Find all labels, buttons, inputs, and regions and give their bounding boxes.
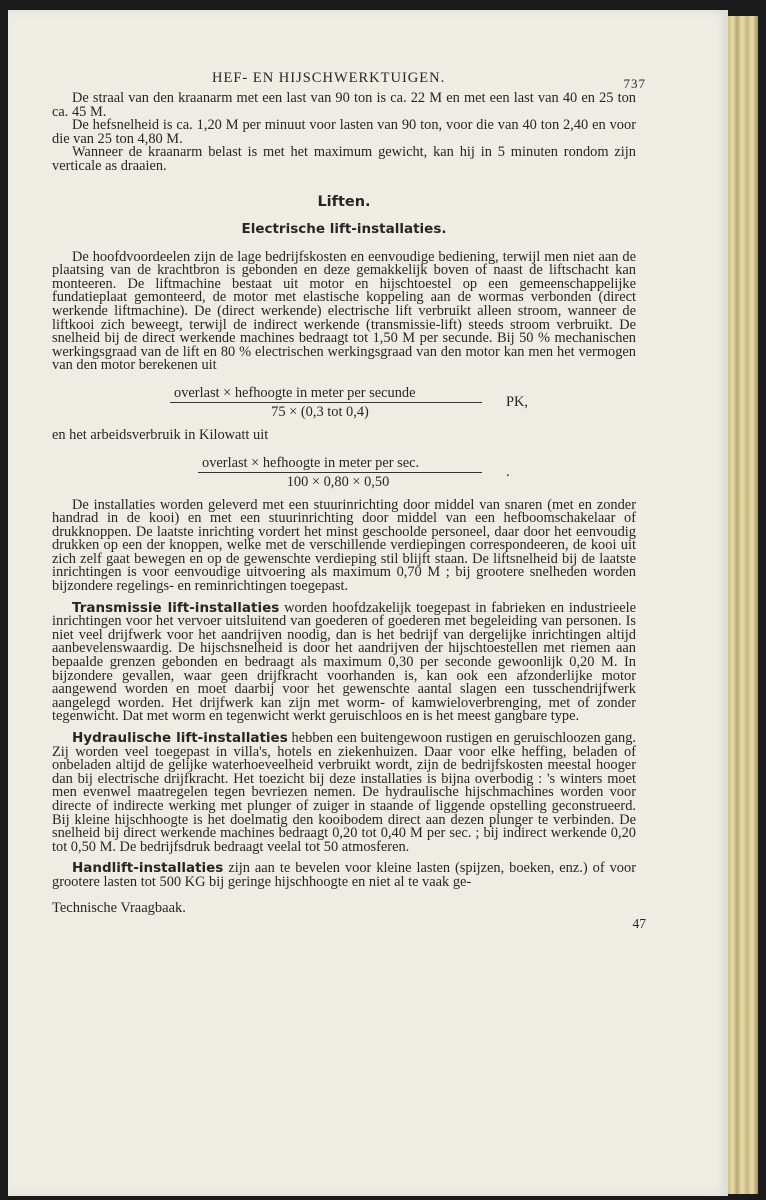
paragraph-hydraulisch — [52, 732, 636, 854]
formula-energy-numerator: overlast × hefhoogte in meter per sec. — [202, 454, 420, 471]
paragraph-main: De hoofdvoordeelen zijn de lage bedrijfskosten en eenvoudige bediening, terwijl men niet aan de plaatsing van de krachtbron is gebonden en deze gemakkelijk boven of naast de liftschacht kan monteeren. De liftmachine bestaat uit motor en hijschtoestel op een gemeenschappelijke fundatieplaat gemonteerd, de motor met elastische koppeling aan de wormas verbonden (direct werkende liftmachine). De (direct werkende) electrische lift verbruikt alleen stroom, wanneer de liftkooi zich beweegt, terwijl de indirect werkende (transmissie-lift) steeds stroom verbruikt. De snelheid bij de direct werkende machines bedraagt tot 1,50 M per secunde. Bij 50 % mechanischen werkingsgraad van de lift en 80 % electrischen werkingsgraad van den motor kan men het vermogen van den motor berekenen uit — [52, 248, 636, 374]
formula-energy — [52, 455, 636, 491]
section-heading: Liften. — [317, 193, 371, 210]
formula-power-fraction-bar — [170, 402, 482, 403]
formula-power-denominator: 75 × (0,3 tot 0,4) — [271, 403, 369, 420]
intro-paragraph-1: De straal van den kraanarm met een last van 90 ton is ca. 22 M en met een last van 40 en 25 ton ca. 45 M. — [52, 90, 636, 120]
paragraph-handlift — [52, 862, 636, 889]
intro-paragraph-3: Wanneer de kraanarm belast is met het maximum gewicht, kan hij in 5 minuten rondom zijn verticale as draaien. — [52, 144, 636, 174]
footer-signature-number: 47 — [632, 915, 646, 931]
formula-intro: en het arbeidsverbruik in Kilowatt uit — [52, 426, 269, 443]
intro-paragraph-2: De hefsnelheid is ca. 1,20 M per minuut voor lasten van 90 ton, voor die van 40 ton 2,40 en voor die van 25 ton 4,80 M. — [52, 117, 636, 147]
formula-power — [52, 385, 636, 421]
formula-energy-denominator: 100 × 0,80 × 0,50 — [286, 473, 390, 490]
running-head-title: HEF- EN HIJSCHWERKTUIGEN. — [212, 70, 446, 86]
section-subheading: Electrische lift-installaties. — [241, 220, 447, 237]
formula-energy-fraction-bar — [198, 472, 482, 473]
paragraph-transmissie — [52, 599, 637, 725]
page-number: 737 — [623, 76, 646, 91]
lead-transmissie: Transmissie lift-installaties — [72, 599, 280, 616]
running-head — [52, 66, 646, 92]
formula-power-unit: PK, — [506, 393, 528, 410]
page-content — [52, 66, 646, 931]
footer-book-title: Technische Vraagbaak. — [52, 899, 186, 916]
paragraph-installaties: De installaties worden geleverd met een stuurinrichting door middel van snaren (met en zonder handrad in de kooi) en met een stuurinrichting door middel van een hefboomschakelaar of drukknoppen. De laatste inrichting vordert het minst geschoolde personeel, daar door het eenvoudig drukken op een der knoppen, welke met de verschillende verdiepingen correspondeeren, de kooi uit zich zelf gaat bewegen en op de gewenschte verdieping stil blijft staan. De liftsnelheid bij de laatste inrichtingen is voor eenvoudige uitvoering als maximum 0,70 M ; bij grootere snelheden worden bijzondere regelings- en reminrichtingen toegepast. — [52, 496, 636, 595]
page-edge-stack — [728, 16, 758, 1194]
lead-hydraulisch: Hydraulische lift-installaties — [72, 730, 288, 746]
book-page — [8, 10, 728, 1196]
page-footer — [52, 899, 646, 931]
text-hydraulisch: hebben een buitengewoon rustigen en geruischloozen gang. Zij worden veel toegepast in villa's, hotels en ziekenhuizen. Daar voor elke heffing, beladen of onbeladen altijd de gelijke waterhoeveelheid verbruikt wordt, zijn de bedrijfskosten meestal hooger dan bij electrische drijfkracht. Het toezicht bij deze installaties is bijna overbodig : 's winters moet men evenwel maatregelen tegen bevriezen nemen. De hydraulische hijschmachines worden voor directe of indirecte werking met plunger of zuiger in staande of liggende opstelling geconstrueerd. Bij kleine hijschhoogte is het doelmatig den kooibodem direct aan dezen plunger te verbinden. De snelheid bij direct werkende machines bedraagt 0,20 tot 0,40 M per sec. ; bij indirect werkende 0,20 tot 0,50 M. De bedrijfsdruk bedraagt veelal tot 50 atmosferen. — [52, 730, 636, 855]
text-handlift: zijn aan te bevelen voor kleine lasten (spijzen, boeken, enz.) of voor grootere lasten tot 500 KG bij geringe hijschhoogte en niet al te vaak ge- — [52, 860, 636, 890]
formula-power-numerator: overlast × hefhoogte in meter per secunde — [174, 384, 416, 401]
lead-handlift: Handlift-installaties — [72, 860, 224, 877]
text-transmissie: worden hoofdzakelijk toegepast in fabrieken en industrieele inrichtingen voor het vervoer uitsluitend van goederen of goederen met begeleiding van personen. Is niet veel drijfwerk voor het aandrijven noodig, dan is het bedrijf van dergelijke inrichtingen altijd aanbevelenswaardig. De hijschsnelheid is door het aandrijven der hijschtoestellen met riemen aan bepaalde grenzen gebonden en bedraagt als maximum 0,30 per seconde gewoonlijk 0,20 M. In bijzondere gevallen, waar geen drijfkracht voorhanden is, kan ook een afzonderlijke motor aangewend worden en moet daarbij voor het gewenschte aantal slagen een tusschendrijfwerk aangelegd worden. Het drijfwerk kan zijn met worm- of kamwieloverbrenging, met of zonder tegenwicht. Dat met worm en tegenwicht werkt geruischloos en is het meest gangbare type. — [52, 599, 637, 725]
formula-energy-unit: . — [506, 463, 510, 480]
